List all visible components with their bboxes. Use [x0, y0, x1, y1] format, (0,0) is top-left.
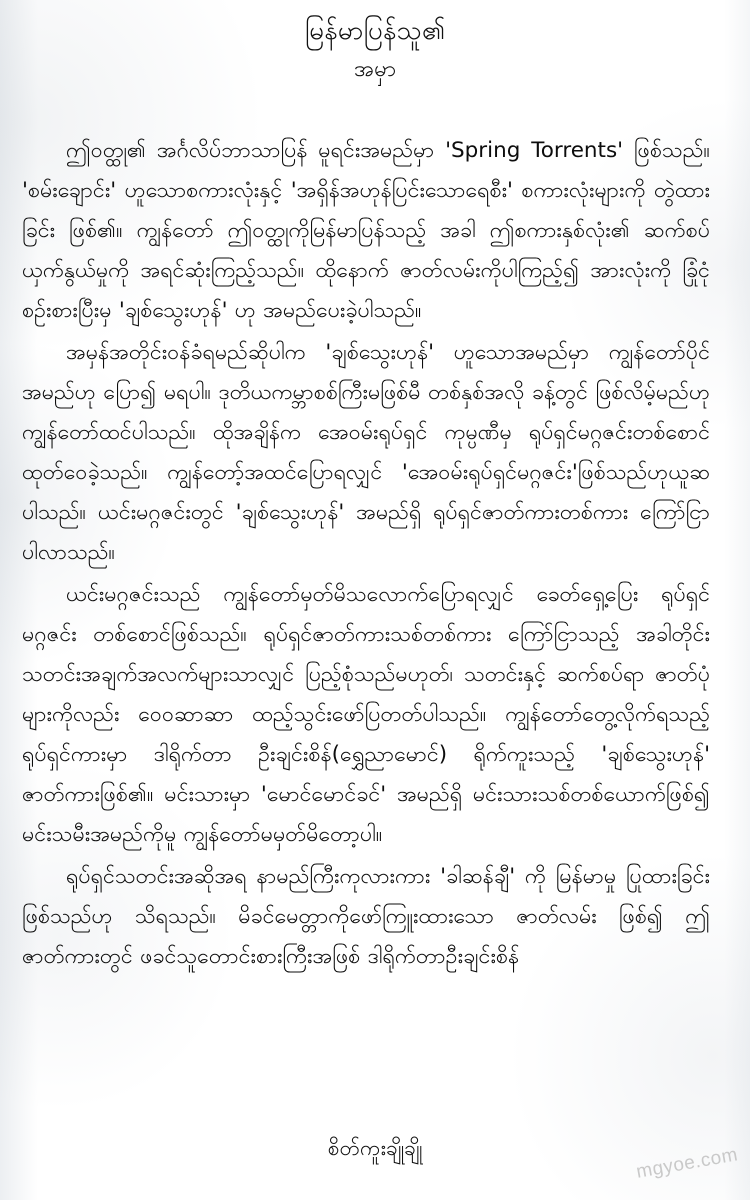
author-signature: စိတ်ကူးချိုချို [327, 1136, 423, 1160]
title-block [0, 14, 750, 85]
paragraph: ရုပ်ရှင်သတင်းအဆိုအရ နာမည်ကြီးကုလားကား 'ခါဆန်ချီ' ကို မြန်မာမှု ပြုထားခြင်းဖြစ်သည်ဟု သိရသည်။ မိခင်မေတ္တာကိုဖော်ကြူးထားသော ဇာတ်လမ်း ဖြစ်၍ ဤဇာတ်ကားတွင် ဖခင်သူတောင်းစားကြီးအဖြစ် ဒါရိုက်တာဦးချင်းစိန် [22, 863, 710, 969]
page-subtitle: အမှာ [354, 57, 396, 83]
paragraph: အမှန်အတိုင်းဝန်ခံရမည်ဆိုပါက 'ချစ်သွေးဟုန်' ဟူသောအမည်မှာ ကျွန်တော်ပိုင်အမည်ဟု ပြော၍ မရပါ။ ဒုတိယကမ္ဘာစစ်ကြီးမဖြစ်မီ တစ်နှစ်အလို ခန့်တွင် ဖြစ်လိမ့်မည်ဟု ကျွန်တော်ထင်ပါသည်။ ထိုအချိန်က အေဝမ်းရုပ်ရှင် ကုမ္ပဏီမှ ရုပ်ရှင်မဂ္ဂဇင်းတစ်စောင် ထုတ်ဝေခဲ့သည်။ ကျွန်တော့်အထင်ပြောရလျှင် 'အေဝမ်းရုပ်ရှင်မဂ္ဂဇင်း'ဖြစ်သည်ဟုယူဆပါသည်။ ယင်းမဂ္ဂဇင်းတွင် 'ချစ်သွေးဟုန်' အမည်ရှိ ရုပ်ရှင်ဇာတ်ကားတစ်ကား ကြော်ငြာပါလာသည်။ [22, 339, 710, 565]
paragraph: ယင်းမဂ္ဂဇင်းသည် ကျွန်တော်မှတ်မိသလောက်ပြောရလျှင် ခေတ်ရှေ့ပြေး ရုပ်ရှင်မဂ္ဂဇင်း တစ်စောင်ဖြစ်သည်။ ရုပ်ရှင်ဇာတ်ကားသစ်တစ်ကား ကြော်ငြာသည့် အခါတိုင်း သတင်းအချက်အလက်များသာလျှင် ပြည့်စုံသည်မဟုတ်၊ သတင်းနှင့် ဆက်စပ်ရာ ဇာတ်ပုံများကိုလည်း ဝေဝဆာဆာ ထည့်သွင်းဖော်ပြတတ်ပါသည်။ ကျွန်တော်တွေ့လိုက်ရသည့် ရုပ်ရှင်ကားမှာ ဒါရိုက်တာ ဦးချင်းစိန်(ရွှေညာမောင်) ရိုက်ကူးသည့် 'ချစ်သွေးဟုန်' ဇာတ်ကားဖြစ်၏။ မင်းသားမှာ 'မောင်မောင်ခင်' အမည်ရှိ မင်းသားသစ်တစ်ယောက်ဖြစ်၍ မင်းသမီးအမည်ကိုမူ ကျွန်တော်မမှတ်မိတော့ပါ။ [22, 581, 710, 847]
body-text [0, 131, 750, 977]
watermark: mgyoe.com [635, 1144, 740, 1183]
paragraph: ဤဝတ္ထု၏ အင်္ဂလိပ်ဘာသာပြန် မူရင်းအမည်မှာ 'Spring Torrents' ဖြစ်သည်။ 'စမ်းချောင်း' ဟူသောစကားလုံးနှင့် 'အရှိန်အဟုန်ပြင်းသောရေစီး' စကားလုံးများကို တွဲထားခြင်း ဖြစ်၏။ ကျွန်တော် ဤဝတ္ထုကိုမြန်မာပြန်သည့် အခါ ဤစကားနှစ်လုံး၏ ဆက်စပ်ယှက်နွယ်မှုကို အရင်ဆုံးကြည့်သည်။ ထိုနောက် ဇာတ်လမ်းကိုပါကြည့်၍ အားလုံးကို ခြုံငုံစဉ်းစားပြီးမှ 'ချစ်သွေးဟုန်' ဟု အမည်ပေးခဲ့ပါသည်။ [22, 137, 710, 323]
page-title: မြန်မာပြန်သူ၏ [304, 16, 446, 46]
